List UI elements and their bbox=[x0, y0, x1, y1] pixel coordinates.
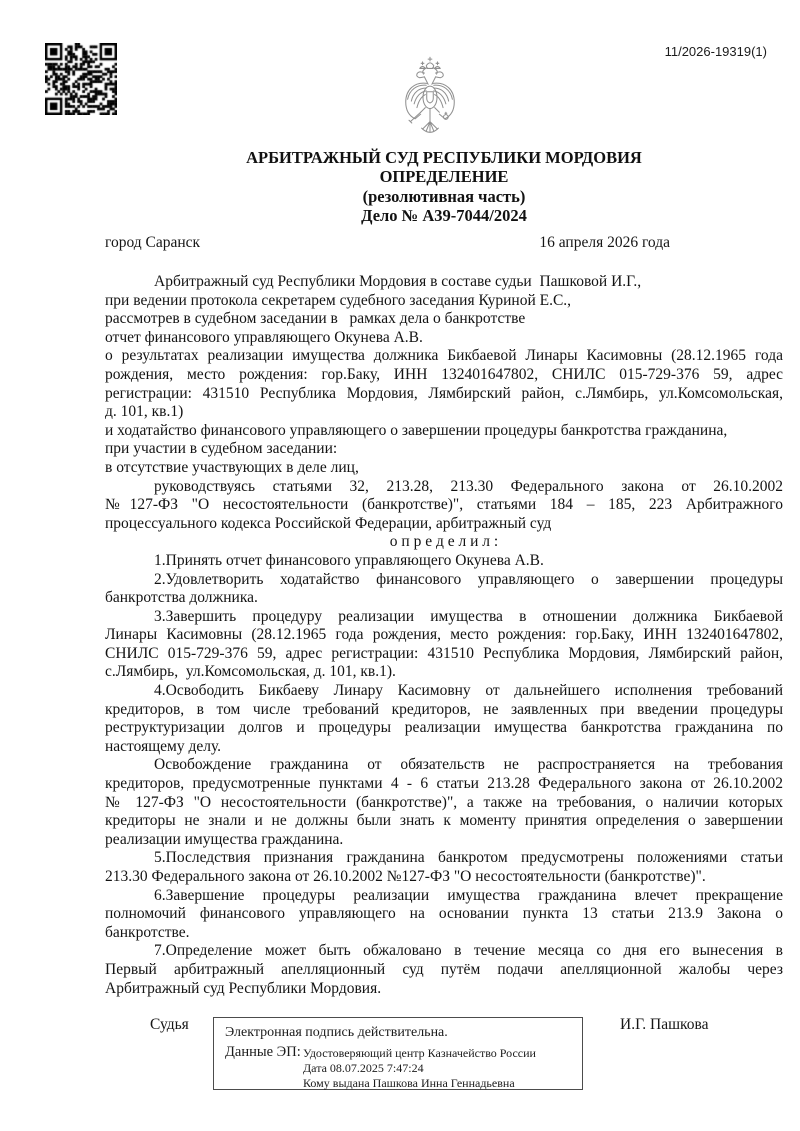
document-line: 5.Последствия признания гражданина банкротом предусмотрены положениями статьи bbox=[154, 849, 783, 867]
document-line: Освобождение гражданина от обязательств не распространяется на требования bbox=[154, 756, 783, 774]
document-line: кредиторов, в том числе требований кредиторов, не заявленных при введении процедуры bbox=[105, 700, 783, 718]
signature-row bbox=[105, 1015, 783, 1105]
document-line: Первый арбитражный апелляционный суд путём подачи апелляционной жалобы через bbox=[105, 960, 783, 978]
document-line: Арбитражный суд Республики Мордовия. bbox=[105, 979, 382, 997]
document-line: №127-ФЗ "О несостоятельности (банкротстве)", статьями 184 – 185, 223 Арбитражного bbox=[105, 496, 783, 514]
document-line: в отсутствие участвующих в деле лиц, bbox=[105, 458, 359, 476]
document-line: д. 101, кв.1) bbox=[105, 403, 184, 421]
document-line: рождения, место рождения: гор.Баку, ИНН 132401647802, СНИЛС 015-729-376 59, адрес bbox=[105, 365, 783, 383]
document-line: 4.Освободить Бикбаеву Линару Касимовну от дальнейшего исполнения требований bbox=[154, 682, 783, 700]
document-line: 213.30 Федерального закона от 26.10.2002 №127-ФЗ "О несостоятельности (банкротстве)". bbox=[105, 868, 706, 885]
place-date-row bbox=[105, 233, 783, 252]
document-line: банкротства должника. bbox=[105, 589, 258, 607]
document-line: при участии в судебном заседании: bbox=[105, 440, 338, 458]
document-line: кредиторы не знали и не должны были знать к моменту принятия определения о завершении bbox=[105, 812, 783, 830]
document-line: о результатах реализации имущества должника Бикбаевой Линары Касимовны (28.12.1965 года bbox=[105, 347, 783, 365]
document-line: с.Лямбирь, ул.Комсомольская, д. 101, кв.1). bbox=[105, 663, 396, 681]
document-line: рассмотрев в судебном заседании в рамках дела о банкротстве bbox=[105, 310, 526, 328]
document-line: 3.Завершить процедуру реализации имущества в отношении должника Бикбаевой bbox=[154, 607, 783, 625]
document-line: и ходатайство финансового управляющего о завершении процедуры банкротства гражданина, bbox=[105, 421, 728, 439]
document-line: СНИЛС 015-729-376 59, адрес регистрации: 431510 Республика Мордовия, Лямбирский район, bbox=[105, 644, 783, 662]
city-name: город Саранск bbox=[105, 234, 201, 251]
document-line: 1.Принять отчет финансового управляющего Окунева А.В. bbox=[154, 551, 544, 569]
document-line: реализации имущества гражданина. bbox=[105, 830, 344, 848]
russia-coat-of-arms-icon bbox=[402, 56, 458, 135]
document-line: реструктуризации долгов и процедуры реализации имущества банкротства гражданина по bbox=[105, 719, 783, 737]
document-line: руководствуясь статьями 32, 213.28, 213.30 Федерального закона от 26.10.2002 bbox=[154, 477, 783, 495]
signature-details bbox=[303, 1044, 536, 1091]
document-line: полномочий финансового управляющего на основании пункта 13 статьи 213.9 Закона о bbox=[105, 905, 783, 923]
document-line: банкротстве. bbox=[105, 923, 190, 941]
signature-detail-line: Дата 08.07.2025 7:47:24 bbox=[303, 1061, 424, 1075]
document-line: Арбитражный суд Республики Мордовия в составе судьи Пашковой И.Г., bbox=[154, 273, 642, 290]
judge-name: И.Г. Пашкова bbox=[620, 1016, 709, 1033]
document-line: при ведении протокола секретарем судебного заседания Куриной Е.С., bbox=[105, 291, 572, 309]
document-header bbox=[105, 148, 783, 225]
qr-code bbox=[45, 43, 117, 115]
document-line: 7.Определение может быть обжаловано в течение месяца со дня его вынесения в bbox=[154, 942, 783, 960]
signature-detail-line: Кому выдана Пашкова Инна Геннадьевна bbox=[303, 1076, 515, 1090]
document-line: Линары Касимовны (28.12.1965 года рождения, место рождения: гор.Баку, ИНН 132401647802, bbox=[105, 626, 783, 644]
document-line: 6.Завершение процедуры реализации имущества гражданина влечет прекращение bbox=[154, 886, 783, 904]
signature-data-label: Данные ЭП: bbox=[225, 1044, 301, 1060]
document-line: настоящему делу. bbox=[105, 737, 222, 755]
document-line: № 127-ФЗ "О несостоятельности (банкротстве)", а также на требования, о наличии которых bbox=[105, 793, 783, 811]
document-line: процессуального кодекса Российской Федерации, арбитражный суд bbox=[105, 514, 552, 532]
signature-detail-line: Удостоверяющий центр Казначейство России bbox=[303, 1046, 536, 1060]
judge-label: Судья bbox=[150, 1016, 189, 1033]
document-line: регистрации: 431510 Республика Мордовия, Лямбирский район, с.Лямбирь, ул.Комсомольская, bbox=[105, 384, 783, 402]
electronic-signature-stamp bbox=[213, 1017, 583, 1090]
signature-validity-text: Электронная подпись действительна. bbox=[225, 1025, 448, 1040]
document-line: отчет финансового управляющего Окунева А.В. bbox=[105, 328, 423, 346]
document-line: о п р е д е л и л : bbox=[389, 533, 499, 551]
court-name: АРБИТРАЖНЫЙ СУД РЕСПУБЛИКИ МОРДОВИЯ bbox=[246, 148, 642, 167]
document-line: 2.Удовлетворить ходатайство финансового управляющего о завершении процедуры bbox=[154, 570, 783, 588]
doc-subtype: (резолютивная часть) bbox=[362, 186, 526, 206]
document-body bbox=[105, 273, 783, 998]
case-number: Дело № А39-7044/2024 bbox=[361, 205, 527, 225]
decision-date: 16 апреля 2026 года bbox=[539, 234, 670, 251]
doc-type-title: ОПРЕДЕЛЕНИЕ bbox=[379, 167, 509, 187]
doc-registration-number: 11/2026-19319(1) bbox=[664, 44, 767, 59]
document-line: кредиторов, предусмотренные пунктами 4 - 6 статьи 213.28 Федерального закона от 26.10.2002 bbox=[105, 775, 783, 793]
